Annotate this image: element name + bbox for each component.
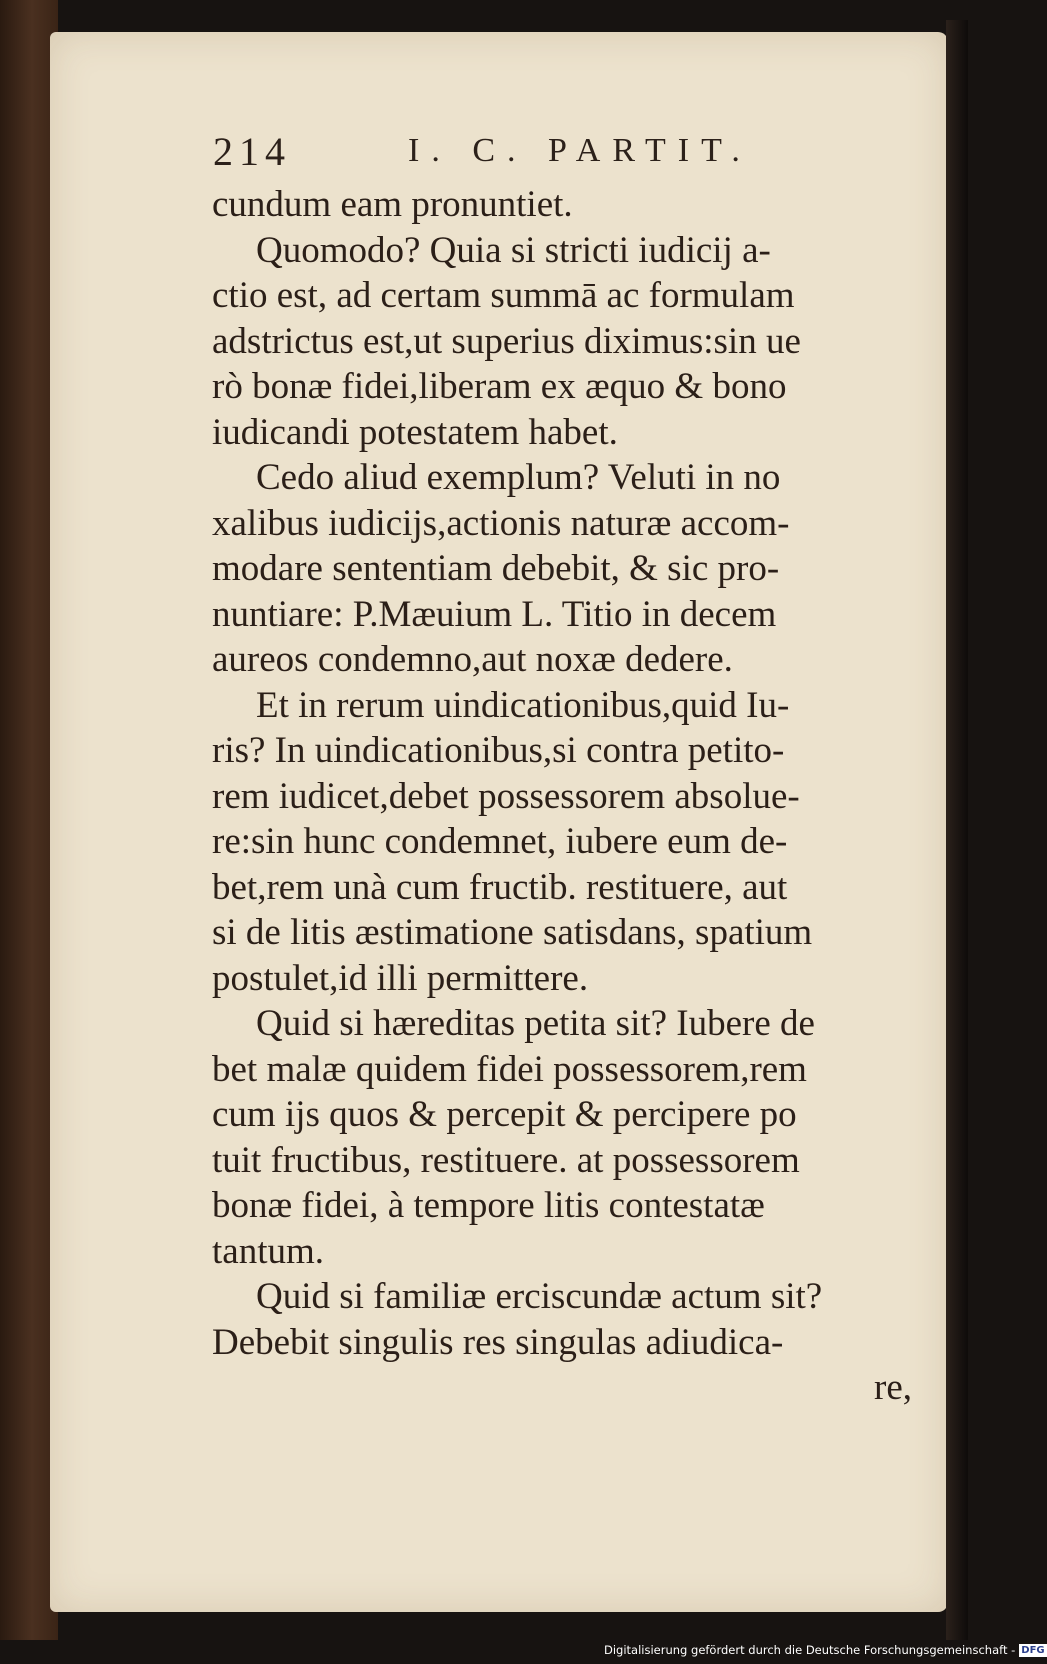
- page-number: 214: [213, 129, 291, 174]
- digitization-credit: [604, 1640, 1047, 1660]
- text-line: ris? In uindicationibus,si contra petito-: [212, 730, 785, 771]
- text-line: re,: [874, 1367, 912, 1408]
- text-line: adstrictus est,ut superius diximus:sin ue: [212, 320, 801, 362]
- text-line: Cedo aliud exemplum? Veluti in no: [256, 457, 781, 498]
- text-line: aureos condemno,aut noxæ dedere.: [212, 639, 733, 680]
- dfg-logo-icon: DFG: [1021, 1644, 1045, 1656]
- text-line: ctio est, ad certam summā ac formulam: [212, 275, 795, 316]
- text-line: tuit fructibus, restituere. at possessorem: [212, 1139, 800, 1181]
- text-line: si de litis æstimatione satisdans, spatium: [212, 912, 813, 953]
- text-line: Quomodo? Quia si stricti iudicij a-: [256, 229, 771, 271]
- running-title: I. C. PARTIT.: [408, 132, 752, 169]
- text-line: cundum eam pronuntiet.: [212, 184, 573, 225]
- credit-text: Digitalisierung gefördert durch die Deutsche Forschungsgemeinschaft -: [604, 1643, 1016, 1657]
- text-block: [212, 182, 912, 1411]
- text-line: iudicandi potestatem habet.: [212, 411, 618, 453]
- text-line: bet,rem unà cum fructib. restituere, aut: [212, 866, 788, 908]
- text-line: tantum.: [212, 1230, 325, 1272]
- text-line: rem iudicet,debet possessorem absolue-: [212, 775, 800, 817]
- text-line: postulet,id illi permittere.: [212, 957, 589, 999]
- text-line: nuntiare: P.Mæuium L. Titio in decem: [212, 593, 777, 635]
- text-line: Quid si familiæ erciscundæ actum sit?: [256, 1276, 823, 1317]
- page-edge-shadow: [946, 20, 968, 1640]
- text-line: Et in rerum uindicationibus,quid Iu-: [256, 684, 790, 726]
- text-line: bonæ fidei, à tempore litis contestatæ: [212, 1185, 765, 1226]
- text-line: modare sententiam debebit, & sic pro-: [212, 548, 780, 589]
- text-line: xalibus iudicijs,actionis naturæ accom-: [212, 502, 790, 544]
- text-line: re:sin hunc condemnet, iubere eum de-: [212, 821, 788, 862]
- running-head: [213, 128, 752, 184]
- text-line: rò bonæ fidei,liberam ex æquo & bono: [212, 366, 787, 407]
- text-line: Quid si hæreditas petita sit? Iubere de: [256, 1003, 815, 1044]
- text-line: cum ijs quos & percepit & percipere po: [212, 1094, 797, 1135]
- text-line: Debebit singulis res singulas adiudica-: [212, 1321, 784, 1363]
- text-line: bet malæ quidem fidei possessorem,rem: [212, 1048, 807, 1090]
